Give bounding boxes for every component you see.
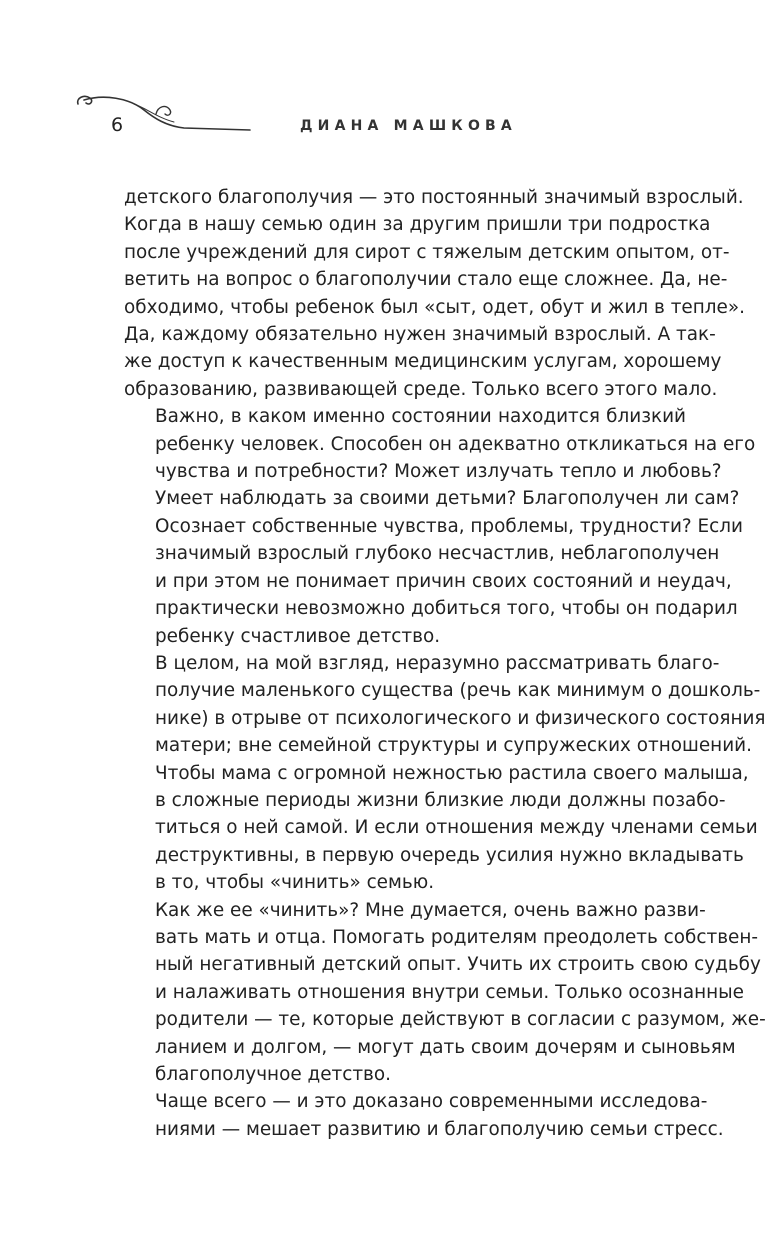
text-line: ланием и долгом, — могут дать своим дочерям и сыновьям — [155, 1036, 736, 1058]
paragraph-2 — [124, 403, 756, 650]
text-line: значимый взрослый глубоко несчастлив, неблагополучен — [155, 543, 720, 565]
text-line: титься о ней самой. И если отношения между членами семьи — [155, 817, 758, 839]
text-line: ребенку человек. Способен он адекватно откликаться на его — [155, 433, 756, 455]
body-text — [124, 184, 766, 1143]
text-line: образованию, развивающей среде. Только всего этого мало. — [124, 378, 718, 400]
text-line: благополучное детство. — [155, 1064, 391, 1085]
text-line: и при этом не понимает причин своих состояний и неудач, — [155, 570, 732, 592]
paragraph-1 — [124, 184, 745, 403]
paragraph-4 — [124, 897, 766, 1089]
text-line: же доступ к качественным медицинским услугам, хорошему — [124, 351, 722, 373]
paragraph-5 — [124, 1088, 724, 1143]
text-line: родители — те, которые действуют в согласии с разумом, же- — [155, 1009, 766, 1031]
text-line: практически невозможно добиться того, чтобы он подарил — [155, 598, 738, 620]
page-number: 6 — [111, 114, 124, 136]
text-line: ный негативный детский опыт. Учить их строить свою судьбу — [155, 954, 761, 976]
text-line: после учреждений для сирот с тяжелым детским опытом, от- — [124, 241, 730, 263]
text-line: в сложные периоды жизни близкие люди должны позабо- — [155, 789, 726, 811]
text-line: в то, чтобы «чинить» семью. — [155, 872, 435, 894]
text-line: Как же ее «чинить»? Мне думается, очень важно разви- — [155, 899, 706, 921]
text-line: и налаживать отношения внутри семьи. Только осознанные — [155, 981, 744, 1003]
text-line: ветить на вопрос о благополучии стало еще сложнее. Да, не- — [124, 269, 728, 291]
text-line: обходимо, чтобы ребенок был «сыт, одет, обут и жил в тепле». — [124, 296, 745, 318]
text-line: Чаще всего — и это доказано современными исследова- — [155, 1091, 708, 1113]
text-line: нике) в отрыве от психологического и физического состояния — [155, 707, 766, 729]
text-line: Когда в нашу семью один за другим пришли три подростка — [124, 214, 711, 236]
text-line: В целом, на мой взгляд, неразумно рассматривать благо- — [155, 652, 720, 674]
text-line: детского благополучия — это постоянный значимый взрослый. — [124, 187, 744, 208]
text-line: Чтобы мама с огромной нежностью растила своего малыша, — [155, 762, 749, 784]
text-line: деструктивны, в первую очередь усилия нужно вкладывать — [155, 844, 744, 866]
running-head-author: ДИАНА МАШКОВА — [300, 118, 517, 134]
text-line: Умеет наблюдать за своими детьми? Благополучен ли сам? — [155, 488, 740, 510]
text-line: матери; вне семейной структуры и супружеских отношений. — [155, 735, 752, 757]
text-line: чувства и потребности? Может излучать тепло и любовь? — [155, 461, 722, 483]
paragraph-3 — [124, 650, 766, 897]
text-line: Важно, в каком именно состоянии находится близкий — [155, 406, 686, 428]
flourish-ornament-icon — [74, 90, 254, 138]
text-line: ниями — мешает развитию и благополучию семьи стресс. — [155, 1118, 724, 1140]
text-line: получие маленького существа (речь как минимум о дошколь- — [155, 680, 761, 702]
text-line: ребенку счастливое детство. — [155, 625, 441, 647]
text-line: Осознает собственные чувства, проблемы, трудности? Если — [155, 515, 743, 537]
text-line: вать мать и отца. Помогать родителям преодолеть собствен- — [155, 926, 759, 948]
text-line: Да, каждому обязательно нужен значимый взрослый. А так- — [124, 324, 716, 346]
